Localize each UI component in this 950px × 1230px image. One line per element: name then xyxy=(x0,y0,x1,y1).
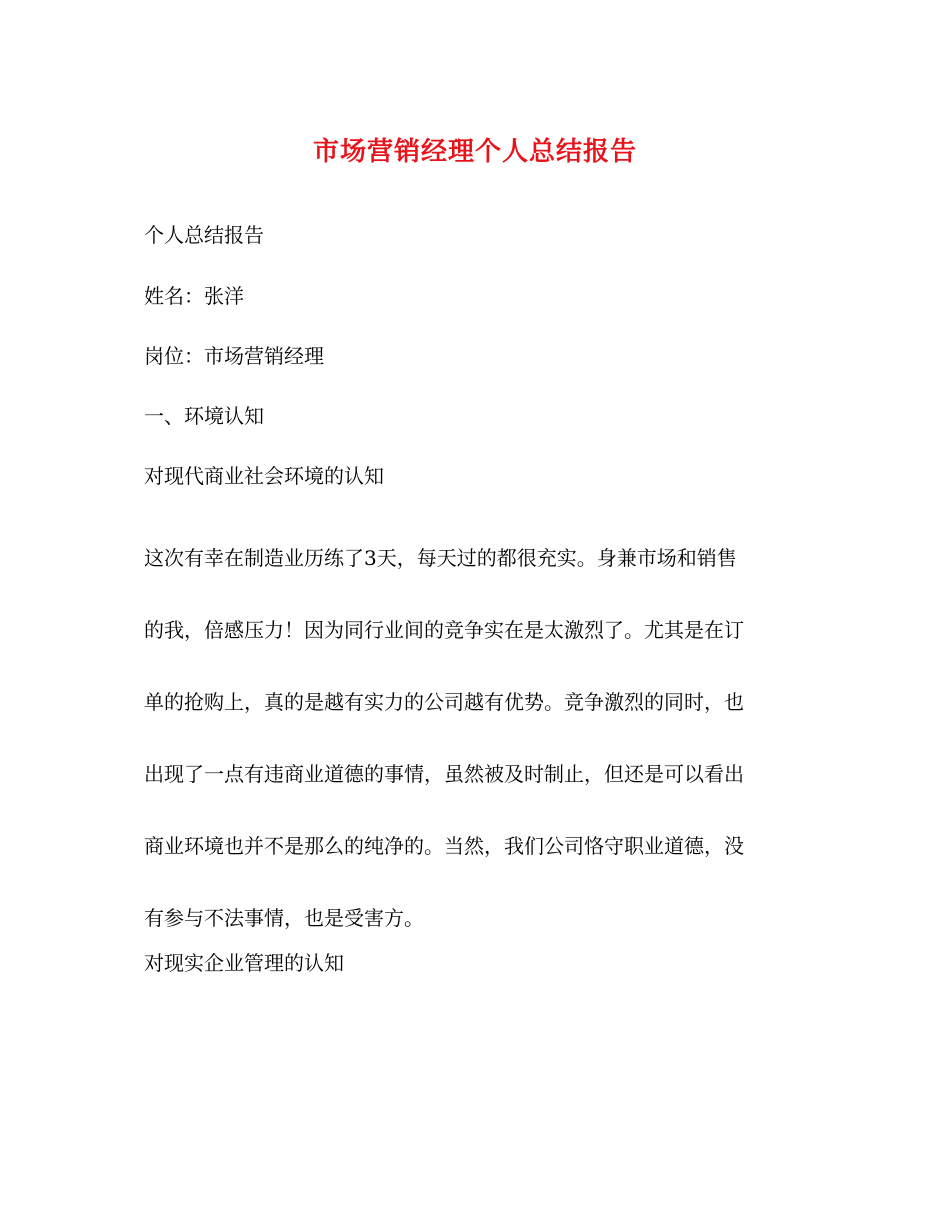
report-subtitle: 个人总结报告 xyxy=(144,223,264,247)
paragraph-line: 的我，倍感压力！因为同行业间的竞争实在是太激烈了。尤其是在订 xyxy=(144,618,744,642)
document-title: 市场营销经理个人总结报告 xyxy=(312,137,637,167)
subsection-heading-business-environment: 对现代商业社会环境的认知 xyxy=(144,464,384,488)
body-paragraph xyxy=(144,522,804,954)
position-line: 岗位：市场营销经理 xyxy=(144,344,324,368)
paragraph-line: 有参与不法事情，也是受害方。 xyxy=(144,906,424,930)
name-line: 姓名：张洋 xyxy=(144,284,244,308)
paragraph-line: 单的抢购上，真的是越有实力的公司越有优势。竞争激烈的同时，也 xyxy=(144,690,744,714)
section-heading-environment: 一、环境认知 xyxy=(144,404,264,428)
subsection-heading-enterprise-management: 对现实企业管理的认知 xyxy=(144,951,344,975)
paragraph-line: 商业环境也并不是那么的纯净的。当然，我们公司恪守职业道德，没 xyxy=(144,834,744,858)
paragraph-line: 这次有幸在制造业历练了3天，每天过的都很充实。身兼市场和销售 xyxy=(144,546,737,570)
paragraph-line: 出现了一点有违商业道德的事情，虽然被及时制止，但还是可以看出 xyxy=(144,762,744,786)
